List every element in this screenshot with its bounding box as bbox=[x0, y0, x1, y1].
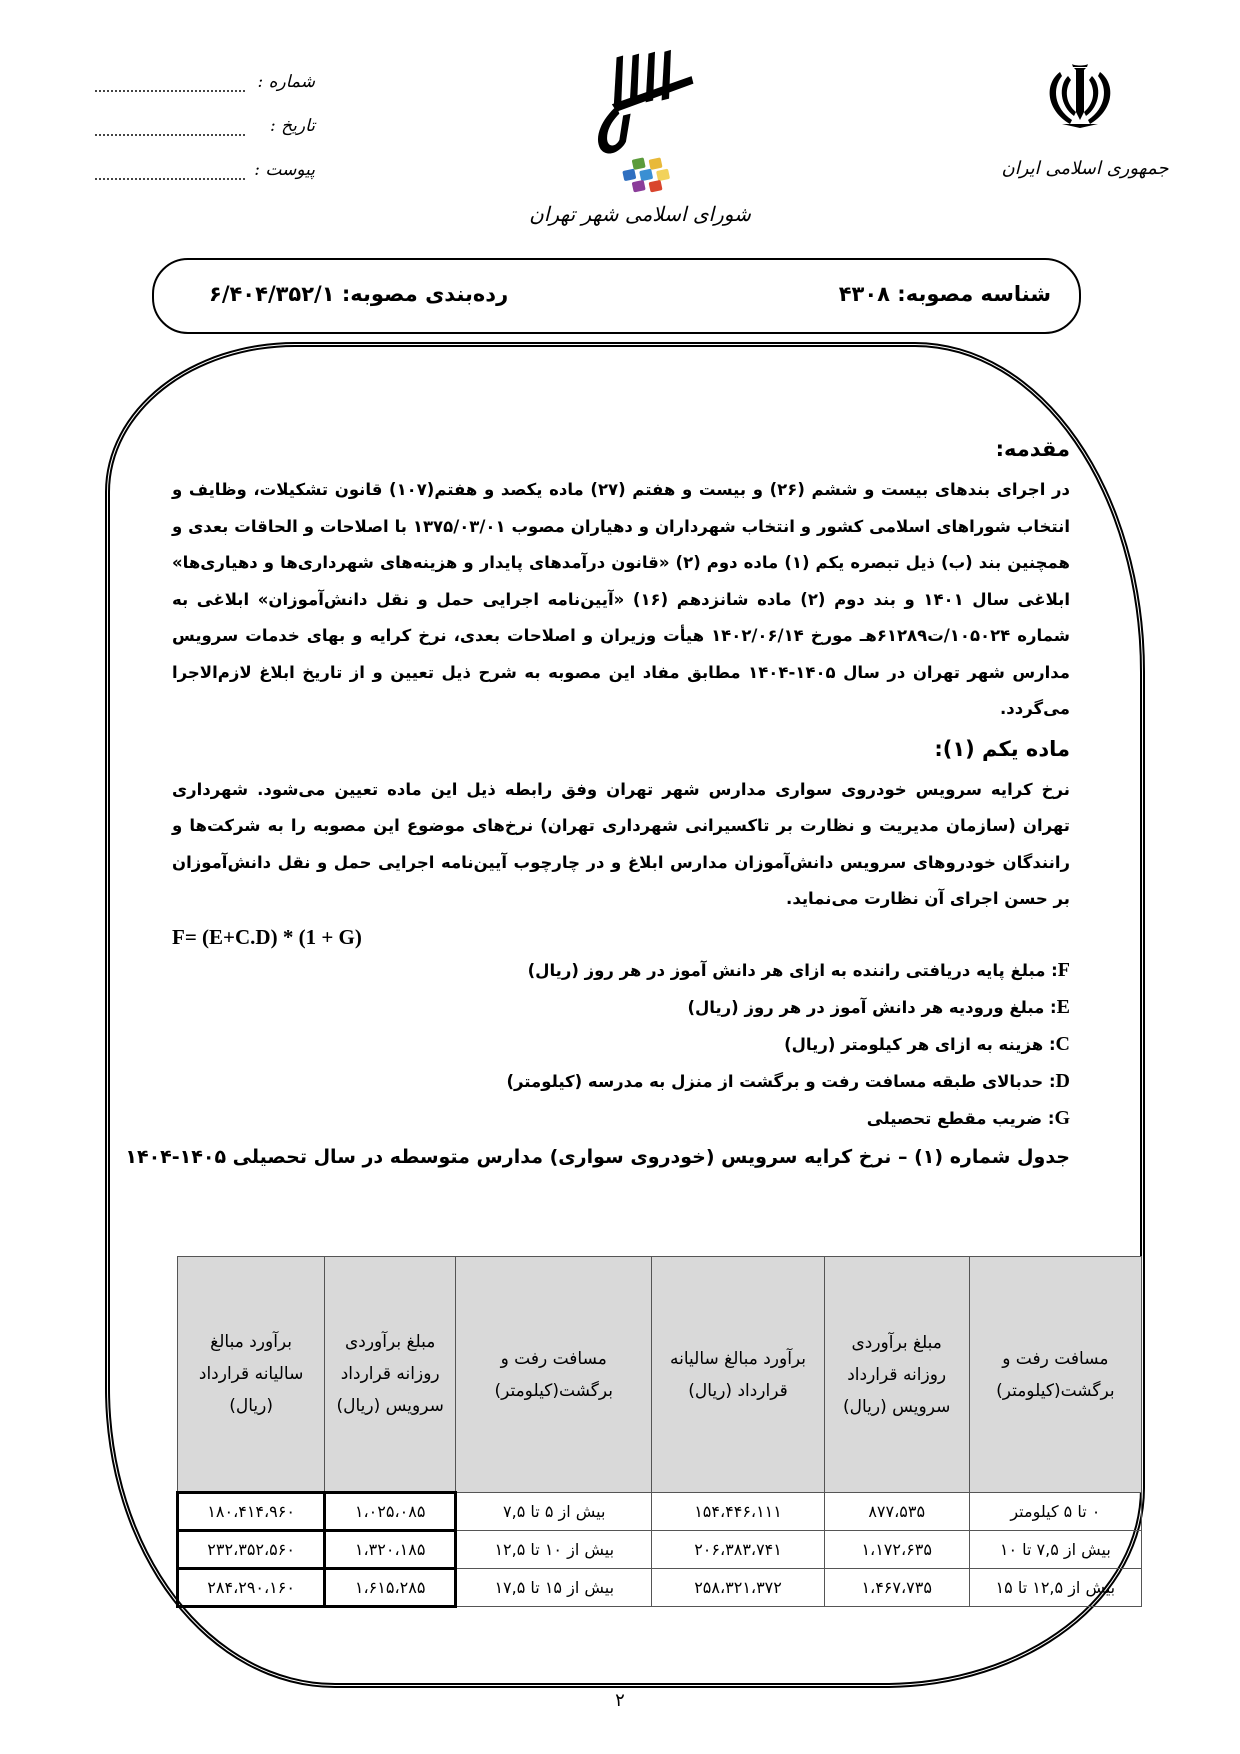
emblem-caption: جمهوری اسلامی ایران bbox=[1001, 158, 1169, 179]
cell: بیش از ۱۵ تا ۱۷,۵ bbox=[456, 1569, 652, 1607]
cell: بیش از ۵ تا ۷,۵ bbox=[456, 1493, 652, 1531]
iran-emblem-icon bbox=[1040, 62, 1120, 130]
council-tile bbox=[632, 157, 646, 170]
cell: ۲۵۸،۳۲۱،۳۷۲ bbox=[652, 1569, 824, 1607]
number-field bbox=[95, 72, 315, 102]
council-tile bbox=[639, 169, 653, 182]
council-tile bbox=[622, 169, 636, 182]
resolution-classification: رده‌بندی مصوبه: ۶/۴۰۴/۳۵۲/۱ bbox=[209, 282, 509, 306]
definition-d: D: حدبالای طبقه مسافت رفت و برگشت از منزل به مدرسه (کیلومتر) bbox=[506, 1069, 1070, 1092]
cell: ۱۵۴،۴۴۶،۱۱۱ bbox=[652, 1493, 824, 1531]
number-label: شماره : bbox=[257, 72, 315, 92]
cell: بیش از ۱۰ تا ۱۲,۵ bbox=[456, 1531, 652, 1569]
tehran-council-logo bbox=[570, 48, 710, 198]
table-row bbox=[178, 1493, 1142, 1531]
table-header-row bbox=[178, 1257, 1142, 1493]
col-annual-b: برآورد مبالغ سالیانه قرارداد (ریال) bbox=[178, 1257, 325, 1493]
resolution-header-box bbox=[152, 258, 1081, 334]
date-label: تاریخ : bbox=[270, 116, 315, 136]
council-name: شورای اسلامی شهر تهران bbox=[529, 202, 751, 226]
definition-f: F: مبلغ پایه دریافتی راننده به ازای هر دانش آموز در هر روز (ریال) bbox=[527, 958, 1070, 981]
table-row bbox=[178, 1531, 1142, 1569]
council-tile bbox=[649, 157, 663, 170]
council-tile bbox=[632, 180, 646, 193]
date-field bbox=[95, 116, 315, 146]
col-daily-a: مبلغ برآوردی روزانه قرارداد سرویس (ریال) bbox=[824, 1257, 969, 1493]
council-tile bbox=[656, 169, 670, 182]
fare-formula: F= (E+C.D) * (1 + G) bbox=[172, 924, 362, 949]
cell: ۲۸۴،۲۹۰،۱۶۰ bbox=[178, 1569, 325, 1607]
article1-paragraph: نرخ کرایه سرویس خودروی سواری مدارس شهر تهران وفق رابطه ذیل این ماده تعیین می‌شود. شهرداری تهران (سازمان مدیریت و نظارت بر تاکسیرانی شهرداری تهران) نرخ‌های موضوع این مصوبه را به شرکت‌ها و رانندگان خودروهای سرویس دانش‌آموزان مدارس ابلاغ و در چارچوب آیین‌نامه اجرایی حمل و نقل دانش‌آموزان بر حسن اجرای آن نظارت می‌نماید. bbox=[172, 779, 1070, 908]
fare-table bbox=[176, 1256, 1142, 1608]
attachment-dotted-line bbox=[95, 178, 245, 180]
date-dotted-line bbox=[95, 134, 245, 136]
attachment-field bbox=[95, 160, 315, 190]
col-distance-b: مسافت رفت و برگشت(کیلومتر) bbox=[456, 1257, 652, 1493]
content-column bbox=[125, 432, 1070, 1179]
table1-caption: جدول شماره (۱) – نرخ کرایه سرویس (خودروی سواری) مدارس متوسطه در سال تحصیلی ۱۴۰۵-۱۴۰۴ bbox=[125, 1145, 1070, 1168]
cell: ۰ تا ۵ کیلومتر bbox=[969, 1493, 1141, 1531]
number-dotted-line bbox=[95, 90, 245, 92]
cell: ۸۷۷،۵۳۵ bbox=[824, 1493, 969, 1531]
cell: ۱،۳۲۰،۱۸۵ bbox=[325, 1531, 456, 1569]
formula-definitions bbox=[172, 952, 1070, 1137]
cell: ۱،۴۶۷،۷۳۵ bbox=[824, 1569, 969, 1607]
table-row bbox=[178, 1569, 1142, 1607]
intro-heading: مقدمه: bbox=[995, 437, 1070, 461]
cell: ۱،۱۷۲،۶۳۵ bbox=[824, 1531, 969, 1569]
page-number: ۲ bbox=[615, 1690, 625, 1711]
council-tiles-icon bbox=[622, 157, 670, 192]
cell: بیش از ۱۲,۵ تا ۱۵ bbox=[969, 1569, 1141, 1607]
article1-heading: ماده یکم (۱): bbox=[934, 736, 1070, 761]
col-distance-a: مسافت رفت و برگشت(کیلومتر) bbox=[969, 1257, 1141, 1493]
cell: ۱۸۰،۴۱۴،۹۶۰ bbox=[178, 1493, 325, 1531]
cell: ۱،۶۱۵،۲۸۵ bbox=[325, 1569, 456, 1607]
council-tile bbox=[649, 180, 663, 193]
resolution-id: شناسه مصوبه: ۴۳۰۸ bbox=[838, 282, 1051, 306]
definition-g: G: ضریب مقطع تحصیلی bbox=[866, 1106, 1070, 1129]
intro-paragraph: در اجرای بندهای بیست و ششم (۲۶) و بیست و هفتم (۲۷) ماده یکصد و هفتم(۱۰۷) قانون تشکیلات، وظایف و انتخاب شوراهای اسلامی کشور و انتخاب شهرداران و دهیاران مصوب ۱۳۷۵/۰۳/۰۱ با اصلاحات و الحاقات بعدی و همچنین بند (ب) ذیل تبصره یکم (۱) ماده دوم (۲) «قانون درآمدهای پایدار و هزینه‌های شهرداری‌ها و دهیاری‌ها» ابلاغی سال ۱۴۰۱ و بند دوم (۲) ماده شانزدهم (۱۶) «آیین‌نامه اجرایی حمل و نقل دانش‌آموزان» ابلاغی به شماره ۱۰۵۰۲۴/ت۶۱۲۸۹هـ مورخ ۱۴۰۲/۰۶/۱۴ هیأت وزیران و اصلاحات بعدی، نرخ کرایه و بهای خدمات سرویس مدارس شهر تهران در سال ۱۴۰۵-۱۴۰۴ مطابق مفاد این مصوبه به شرح ذیل تعیین و از تاریخ ابلاغ لازم‌الاجرا می‌گردد. bbox=[172, 480, 1070, 718]
definition-c: C: هزینه به ازای هر کیلومتر (ریال) bbox=[784, 1032, 1070, 1055]
council-calligraphy-icon bbox=[598, 50, 693, 154]
cell: ۲۳۲،۳۵۲،۵۶۰ bbox=[178, 1531, 325, 1569]
col-annual-a: برآورد مبالغ سالیانه قرارداد (ریال) bbox=[652, 1257, 824, 1493]
cell: ۲۰۶،۳۸۳،۷۴۱ bbox=[652, 1531, 824, 1569]
definition-e: E: مبلغ ورودیه هر دانش آموز در هر روز (ریال) bbox=[687, 995, 1070, 1018]
attachment-label: پیوست : bbox=[254, 160, 315, 180]
col-daily-b: مبلغ برآوردی روزانه قرارداد سرویس (ریال) bbox=[325, 1257, 456, 1493]
cell: بیش از ۷,۵ تا ۱۰ bbox=[969, 1531, 1141, 1569]
cell: ۱،۰۲۵،۰۸۵ bbox=[325, 1493, 456, 1531]
